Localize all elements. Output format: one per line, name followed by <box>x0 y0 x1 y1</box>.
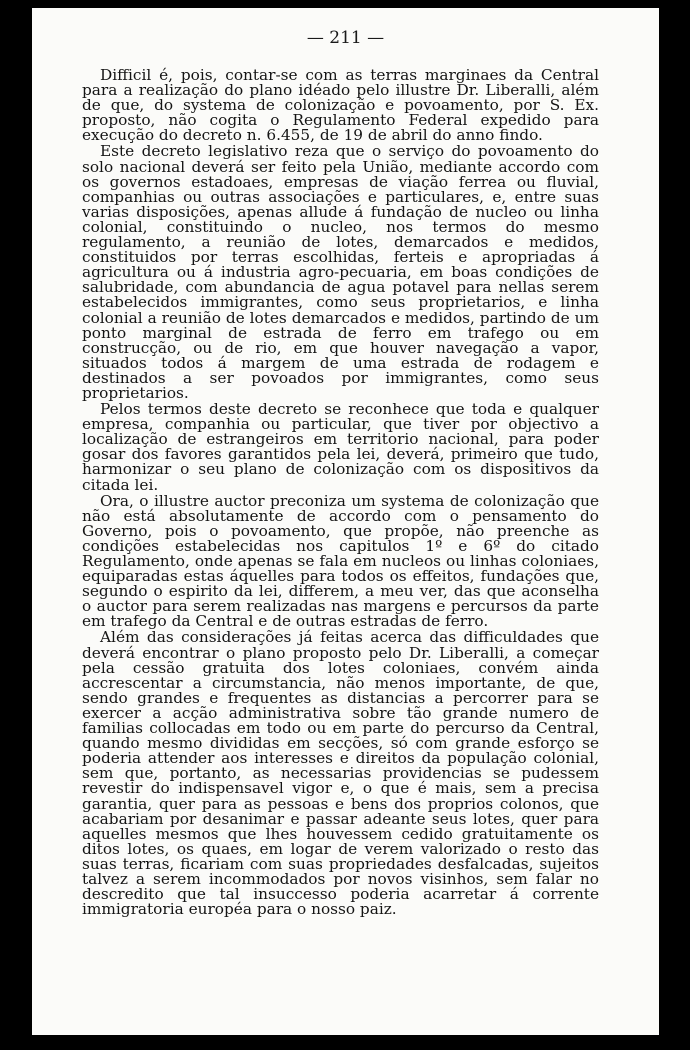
paragraph-3: Pelos termos deste decreto se reconhece que toda e qualquer empresa, companhia ou particular, que tiver por objectivo a localização de estrangeiros em territorio nacional, para poder gosar dos favores garantidos pela lei, deverá, primeiro que tudo, harmonizar o seu plano de colonização com os dispositivos da citada lei. <box>82 400 599 494</box>
page-number: — 211 — <box>306 28 385 48</box>
paragraph-1: Difficil é, pois, contar-se com as terras marginaes da Central para a realização do plano idéado pelo illustre Dr. Liberalli, além de que, do systema de colonização e povoamento, por S. Ex. proposto, não cogita o Regulamento Federal expedido para execução do decreto n. 6.455, de 19 de abril do anno findo. <box>82 66 599 145</box>
paragraph-5: Além das considerações já feitas acerca das difficuldades que deverá encontrar o plano proposto pelo Dr. Liberalli, a começar pela cessão gratuita dos lotes coloniaes, convém ainda accrescentar a circumstancia, não menos importante, de que, sendo grandes e frequentes as distancias a percorrer para se exercer a acção administrativa sobre tão grande numero de familias collocadas em todo ou em parte do percurso da Central, quando mesmo divididas em secções, só com grande esforço se poderia attender aos interesses e direitos da população colonial, sem que, portanto, as necessarias providencias se pudessem revestir do indispensavel vigor e, o que é mais, sem a precisa garantia, quer para as pessoas e bens dos proprios colonos, que acabariam por desanimar e passar adeante seus lotes, quer para aquelles mesmos que lhes houvessem cedido gratuitamente os ditos lotes, os quaes, em logar de verem valorizado o resto das suas terras, ficariam com suas propriedades desfalcadas, sujeitos talvez a serem incommodados por novos visinhos, sem falar no descredito que tal insuccesso poderia acarretar á corrente immigratoria européa para o nosso paiz. <box>82 628 599 919</box>
paragraph-4: Ora, o illustre auctor preconiza um systema de colonização que não está absolutamente de accordo com o pensamento do Governo, pois o povoamento, que propõe, não preenche as condições estabelecidas nos capitulos 1º e 6º do citado Regulamento, onde apenas se fala em nucleos ou linhas coloniaes, equiparadas estas áquelles para todos os effeitos, fundações que, segundo o espirito da lei, differem, a meu ver, das que aconselha o auctor para serem realizadas nas margens e percursos da parte em trafego da Central e de outras estradas de ferro. <box>82 491 599 631</box>
paragraph-2: Este decreto legislativo reza que o serviço do povoamento do solo nacional deverá ser feito pela União, mediante accordo com os governos estadoaes, empresas de viação ferrea ou fluvial, companhias ou outras associações e particulares, e, entre suas varias disposições, apenas allude á fundação de nucleo ou linha colonial, constituindo o nucleo, nos termos do mesmo regulamento, a reunião de lotes, demarcados e medidos, constituidos por terras escolhidas, ferteis e apropriadas á agricultura ou á industria agro-pecuaria, em boas condições de salubridade, com abundancia de agua potavel para nellas serem estabelecidos immigrantes, como seus proprietarios, e linha colonial a reunião de lotes demarcados e medidos, partindo de um ponto marginal de estrada de ferro em trafego ou em construcção, ou de rio, em que houver navegação a vapor, situados todos á margem de uma estrada de rodagem e destinados a ser povoados por immigrantes, como seus proprietarios. <box>82 142 599 402</box>
document-page <box>32 8 659 1035</box>
body-text <box>82 68 599 917</box>
